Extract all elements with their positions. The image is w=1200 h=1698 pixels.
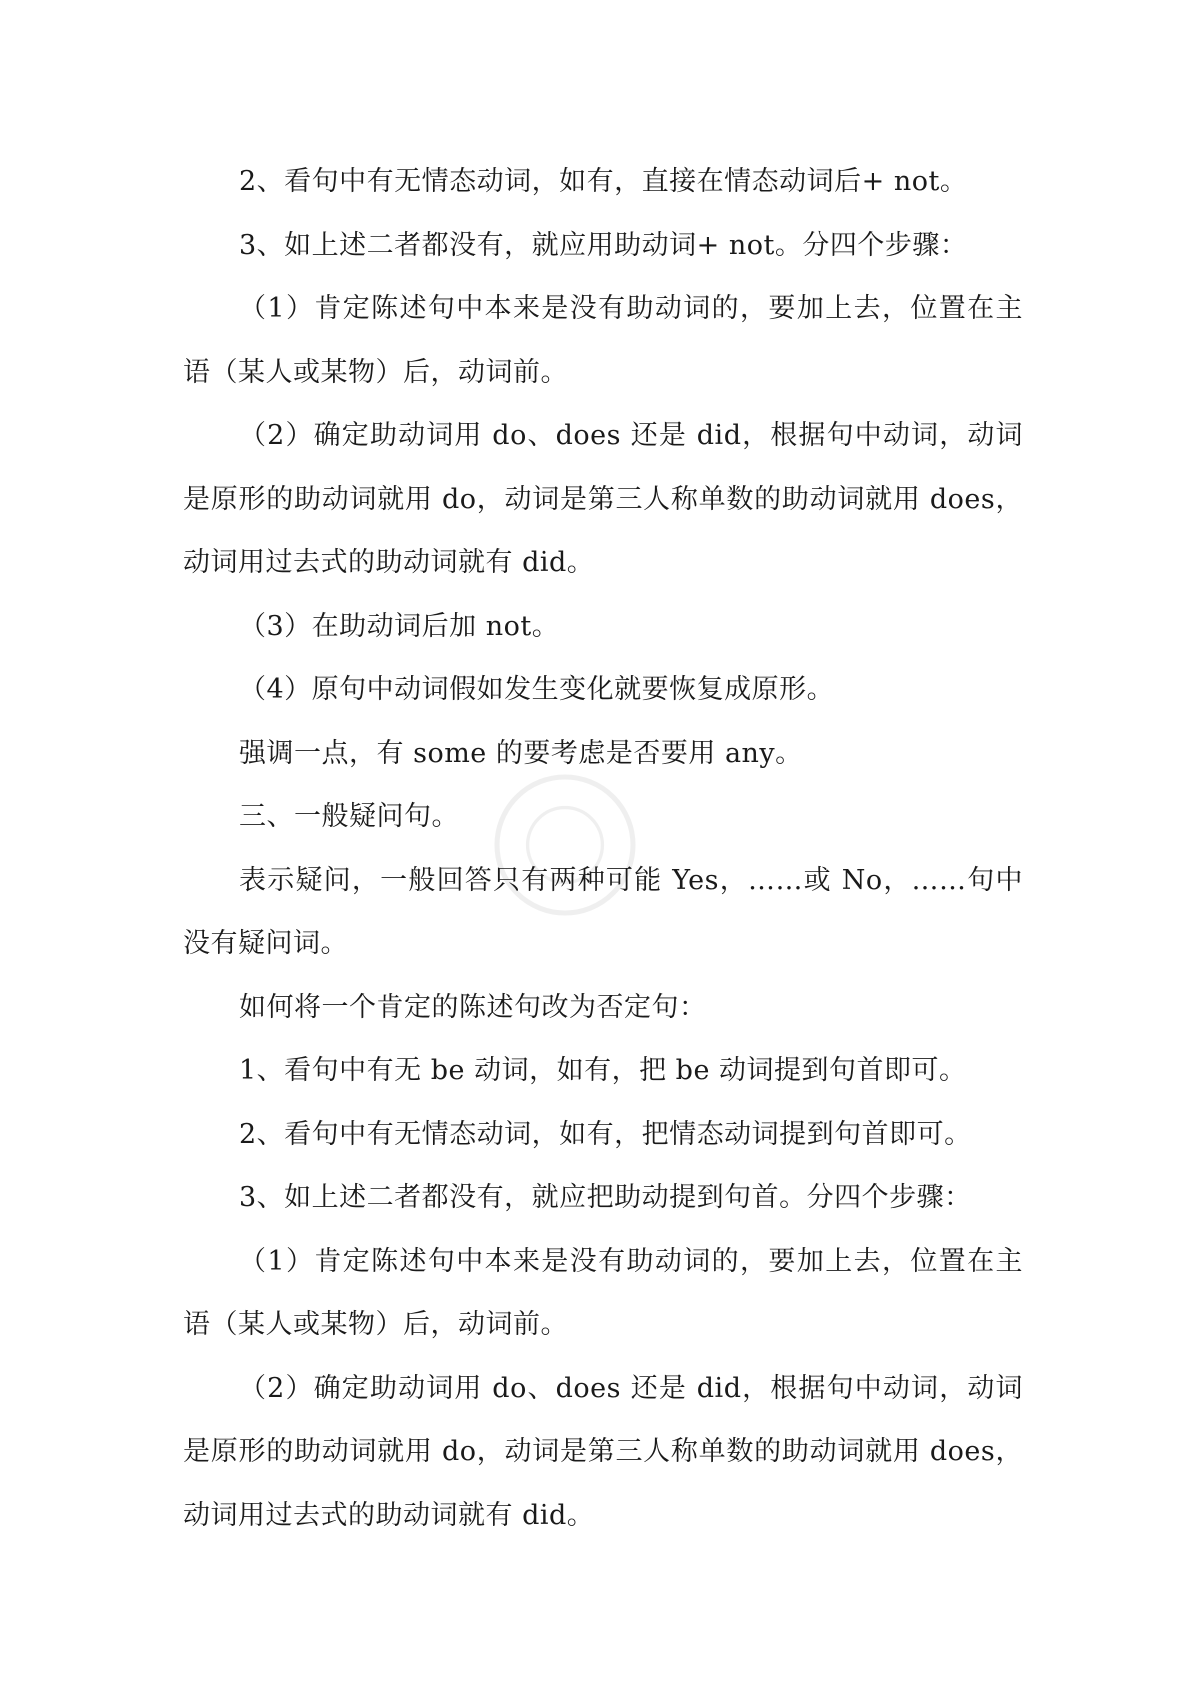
paragraph-step-2-choose-auxiliary: （2）确定助动词用 do、does 还是 did，根据句中动词，动词是原形的助动词就用 do，动词是第三人称单数的助动词就用 does，动词用过去式的助动词就有 did。 <box>183 420 1023 578</box>
paragraph-auxiliary-negation: 3、如上述二者都没有，就应用助动词+ not。分四个步骤： <box>239 229 968 261</box>
paragraph-step-2-choose-auxiliary-2: （2）确定助动词用 do、does 还是 did，根据句中动词，动词是原形的助动词就用 do，动词是第三人称单数的助动词就用 does，动词用过去式的助动词就有 did。 <box>183 1372 1023 1531</box>
section-heading-general-question: 三、一般疑问句。 <box>239 801 459 832</box>
paragraph-modal-verb-rule: 2、看句中有无情态动词，如有，把情态动词提到句首即可。 <box>239 1118 972 1150</box>
document-body <box>183 150 1023 1547</box>
paragraph-step-1-add-auxiliary-2: （1）肯定陈述句中本来是没有助动词的，要加上去，位置在主语（某人或某物）后，动词前。 <box>183 1245 1023 1340</box>
paragraph-modal-verb-negation: 2、看句中有无情态动词，如有，直接在情态动词后+ not。 <box>239 166 968 197</box>
paragraph-some-any-note: 强调一点，有 some 的要考虑是否要用 any。 <box>239 737 803 769</box>
paragraph-auxiliary-front-rule: 3、如上述二者都没有，就应把助动提到句首。分四个步骤： <box>239 1182 972 1213</box>
paragraph-question-definition: 表示疑问，一般回答只有两种可能 Yes，……或 No，……句中没有疑问词。 <box>183 864 1023 959</box>
paragraph-step-4-restore-verb: （4）原句中动词假如发生变化就要恢复成原形。 <box>239 674 835 705</box>
paragraph-step-3-add-not: （3）在助动词后加 not。 <box>239 610 560 642</box>
paragraph-be-verb-rule: 1、看句中有无 be 动词，如有，把 be 动词提到句首即可。 <box>239 1055 967 1086</box>
paragraph-step-1-add-auxiliary: （1）肯定陈述句中本来是没有助动词的，要加上去，位置在主语（某人或某物）后，动词前。 <box>183 293 1023 388</box>
paragraph-conversion-intro: 如何将一个肯定的陈述句改为否定句： <box>239 991 707 1023</box>
